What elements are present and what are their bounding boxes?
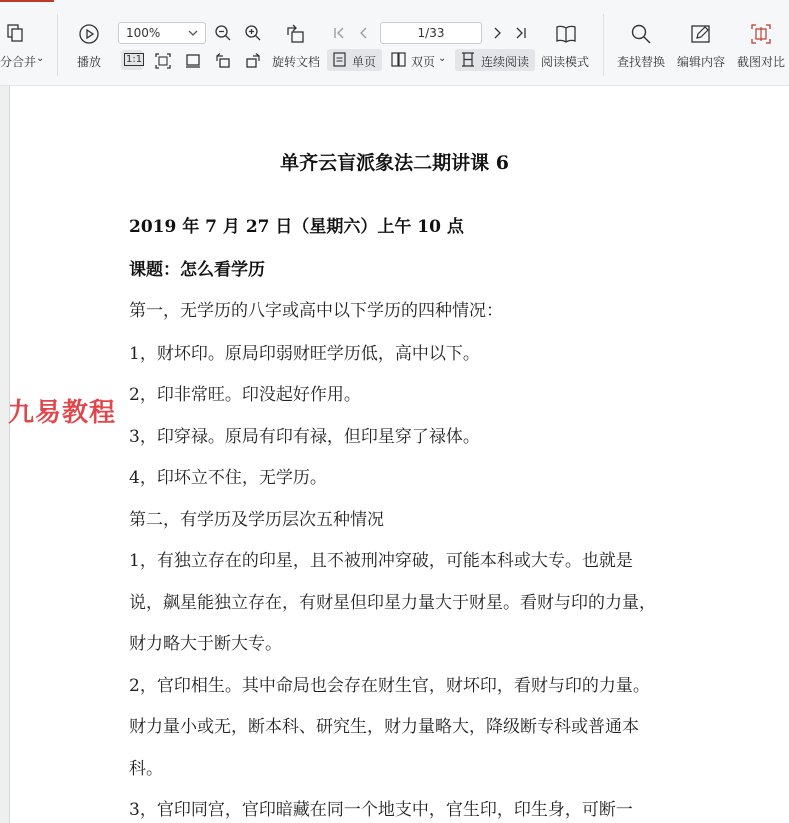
document-line: 第二，有学历及学历层次五种情况 (129, 510, 384, 530)
rotate-document-icon (284, 23, 306, 45)
merge-label[interactable]: 分合并 (0, 55, 37, 69)
single-page-label[interactable]: 单页 (352, 55, 377, 69)
first-page-icon (332, 26, 346, 40)
first-page-button[interactable] (330, 24, 348, 42)
read-mode-button[interactable] (554, 22, 578, 46)
continuous-reading-icon (461, 52, 475, 67)
zoom-out-button[interactable] (213, 23, 233, 43)
read-mode-label[interactable]: 阅读模式 (541, 55, 590, 69)
rotate-right-button[interactable] (243, 51, 263, 71)
toolbar (0, 0, 789, 86)
rotate-left-button[interactable] (213, 51, 233, 71)
merge-button[interactable] (4, 22, 26, 44)
document-line: 3，官印同宫，官印暗藏在同一个地支中，官生印，印生身，可断一 (129, 800, 633, 820)
prev-page-button[interactable] (355, 24, 373, 42)
search-icon (630, 23, 652, 45)
document-line: 说，飙星能独立存在，有财星但印星力量大于财星。看财与印的力量， (129, 593, 656, 613)
double-page-icon (391, 52, 406, 67)
find-replace-label[interactable]: 查找替换 (617, 55, 666, 69)
active-tab-indicator (0, 0, 54, 2)
play-icon (78, 23, 100, 45)
divider (603, 14, 604, 76)
rotate-document-label[interactable]: 旋转文档 (272, 55, 321, 69)
document-line: 2，官印相生。其中命局也会存在财生官，财坏印，看财与印的力量。 (129, 676, 650, 696)
zoom-in-button[interactable] (243, 23, 263, 43)
page-number-input[interactable]: 1/33 (380, 22, 482, 44)
screenshot-compare-icon (750, 23, 772, 45)
document-line: 1，有独立存在的印星，且不被刑冲穿破，可能本科或大专。也就是 (129, 551, 633, 571)
document-line: 4，印坏立不住，无学历。 (129, 468, 327, 488)
zoom-in-icon (244, 24, 262, 42)
document-line: 1，财坏印。原局印弱财旺学历低，高中以下。 (129, 344, 480, 364)
edit-content-button[interactable] (689, 22, 713, 46)
continuous-reading-label[interactable]: 连续阅读 (481, 55, 530, 69)
left-panel-strip[interactable] (0, 86, 10, 823)
chevron-down-icon[interactable]: ⌄ (36, 53, 45, 64)
rotate-right-icon (245, 53, 261, 69)
fit-width-button[interactable] (183, 51, 203, 71)
merge-icon (5, 23, 25, 43)
actual-size-label[interactable]: 1:1 (126, 54, 143, 65)
document-line: 财力略大于断大专。 (129, 634, 282, 654)
document-line: 2，印非常旺。印没起好作用。 (129, 385, 361, 405)
divider (57, 14, 58, 76)
document-line: 科。 (129, 759, 163, 779)
document-title: 单齐云盲派象法二期讲课 6 (280, 152, 509, 174)
document-line: 第一，无学历的八字或高中以下学历的四种情况： (129, 301, 503, 321)
find-replace-button[interactable] (629, 22, 653, 46)
document-date-line: 2019 年 7 月 27 日（星期六）上午 10 点 (129, 217, 464, 237)
last-page-icon (514, 26, 528, 40)
chevron-right-icon (490, 26, 504, 40)
last-page-button[interactable] (512, 24, 530, 42)
document-line: 财力量小或无，断本科、研究生，财力量略大，降级断专科或普通本 (129, 717, 639, 737)
next-page-button[interactable] (488, 24, 506, 42)
fit-page-icon (155, 53, 171, 69)
edit-icon (690, 23, 712, 45)
chevron-left-icon (357, 26, 371, 40)
edit-content-label[interactable]: 编辑内容 (677, 55, 726, 69)
chevron-down-icon[interactable]: ⌄ (438, 53, 447, 64)
document-line: 3，印穿禄。原局有印有禄，但印星穿了禄体。 (129, 427, 480, 447)
zoom-out-icon (214, 24, 232, 42)
screenshot-compare-label[interactable]: 截图对比 (737, 55, 786, 69)
document-topic-line: 课题：怎么看学历 (129, 260, 265, 280)
fit-width-icon (185, 53, 201, 69)
single-page-icon (333, 52, 346, 67)
rotate-left-icon (215, 53, 231, 69)
zoom-value: 100% (126, 26, 161, 40)
play-label[interactable]: 播放 (77, 55, 102, 69)
rotate-document-button[interactable] (283, 22, 307, 46)
screenshot-compare-button[interactable] (749, 22, 773, 46)
book-icon (555, 24, 577, 44)
watermark-text: 九易教程 (8, 398, 117, 428)
fit-page-button[interactable] (153, 51, 173, 71)
zoom-select[interactable] (118, 22, 206, 44)
chevron-down-icon (187, 26, 199, 40)
play-button[interactable] (77, 22, 101, 46)
double-page-label[interactable]: 双页 (411, 55, 436, 69)
